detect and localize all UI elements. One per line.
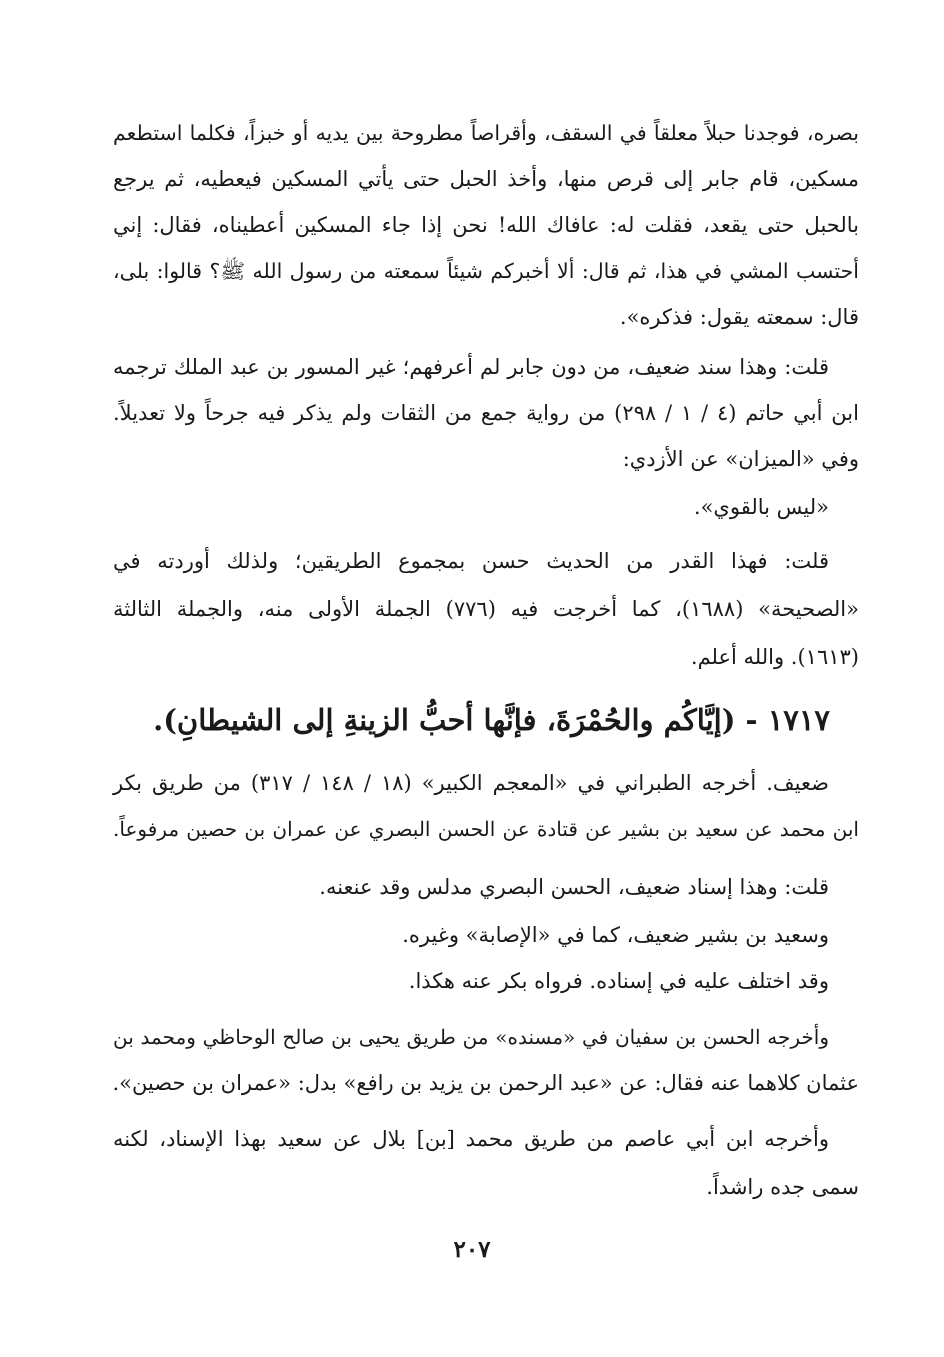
- text-line: قلت: فهذا القدر من الحديث حسن بمجموع الطريقين؛ ولذلك أوردته في: [113, 549, 829, 573]
- text-line: أحتسب المشي في هذا، ثم قال: ألا أخبركم شيئاً سمعته من رسول الله ﷺ؟ قالوا: بلى،: [113, 259, 859, 283]
- text-line: بالحبل حتى يقعد، فقلت له: عافاك الله! نحن إذا جاء المسكين أعطيناه، فقال: إني: [113, 213, 859, 237]
- text-line: عثمان كلاهما عنه فقال: عن «عبد الرحمن بن يزيد بن رافع» بدل: «عمران بن حصين».: [112, 1071, 859, 1095]
- hadith-text: - (إيَّاكُم والحُمْرَةَ، فإنَّها أحبُّ الزينةِ إلى الشيطانِ).: [153, 703, 758, 737]
- text-line: وفي «الميزان» عن الأزدي:: [622, 447, 859, 471]
- grading-line: ضعيف. أخرجه الطبراني في «المعجم الكبير» (١٨ / ١٤٨ / ٣١٧) من طريق بكر: [113, 771, 829, 795]
- hadith-number: ١٧١٧: [767, 703, 830, 737]
- text-line: مسكين، قام جابر إلى قرص منها، وأخذ الحبل حتى يأتي المسكين فيعطيه، ثم يرجع: [113, 167, 859, 191]
- text-line: قال: سمعته يقول: فذكره».: [619, 305, 859, 329]
- text-line: وسعيد بن بشير ضعيف، كما في «الإصابة» وغيره.: [402, 923, 829, 947]
- text-line: بصره، فوجدنا حبلاً معلقاً في السقف، وأقراصاً مطروحة بين يديه أو خبزاً، فكلما استطعم: [113, 121, 859, 145]
- hadith-heading: [130, 700, 830, 740]
- page-number: ٢٠٧: [453, 1236, 491, 1263]
- quote-line: «ليس بالقوي».: [693, 495, 829, 519]
- text-line: ابن أبي حاتم (٤ / ١ / ٢٩٨) من رواية جمع من الثقات ولم يذكر فيه جرحاً ولا تعديلاً.: [113, 401, 859, 425]
- text-line: «الصحيحة» (١٦٨٨)، كما أخرجت فيه (٧٧٦) الجملة الأولى منه، والجملة الثالثة: [113, 597, 859, 621]
- text-line: (١٦١٣). والله أعلم.: [690, 645, 859, 669]
- text-line: وأخرجه ابن أبي عاصم من طريق محمد [بن] بلال عن سعيد بهذا الإسناد، لكنه: [113, 1127, 829, 1151]
- text-line: قلت: وهذا سند ضعيف، من دون جابر لم أعرفهم؛ غير المسور بن عبد الملك ترجمه: [113, 355, 829, 379]
- text-line: سمى جده راشداً.: [706, 1175, 859, 1199]
- text-line: وأخرجه الحسن بن سفيان في «مسنده» من طريق يحيى بن صالح الوحاظي ومحمد بن: [113, 1025, 829, 1049]
- text-line: وقد اختلف عليه في إسناده. فرواه بكر عنه هكذا.: [408, 969, 829, 993]
- text-line: ابن محمد عن سعيد بن بشير عن قتادة عن الحسن البصري عن عمران بن حصين مرفوعاً.: [113, 817, 859, 841]
- text-line: قلت: وهذا إسناد ضعيف، الحسن البصري مدلس وقد عنعنه.: [319, 875, 829, 899]
